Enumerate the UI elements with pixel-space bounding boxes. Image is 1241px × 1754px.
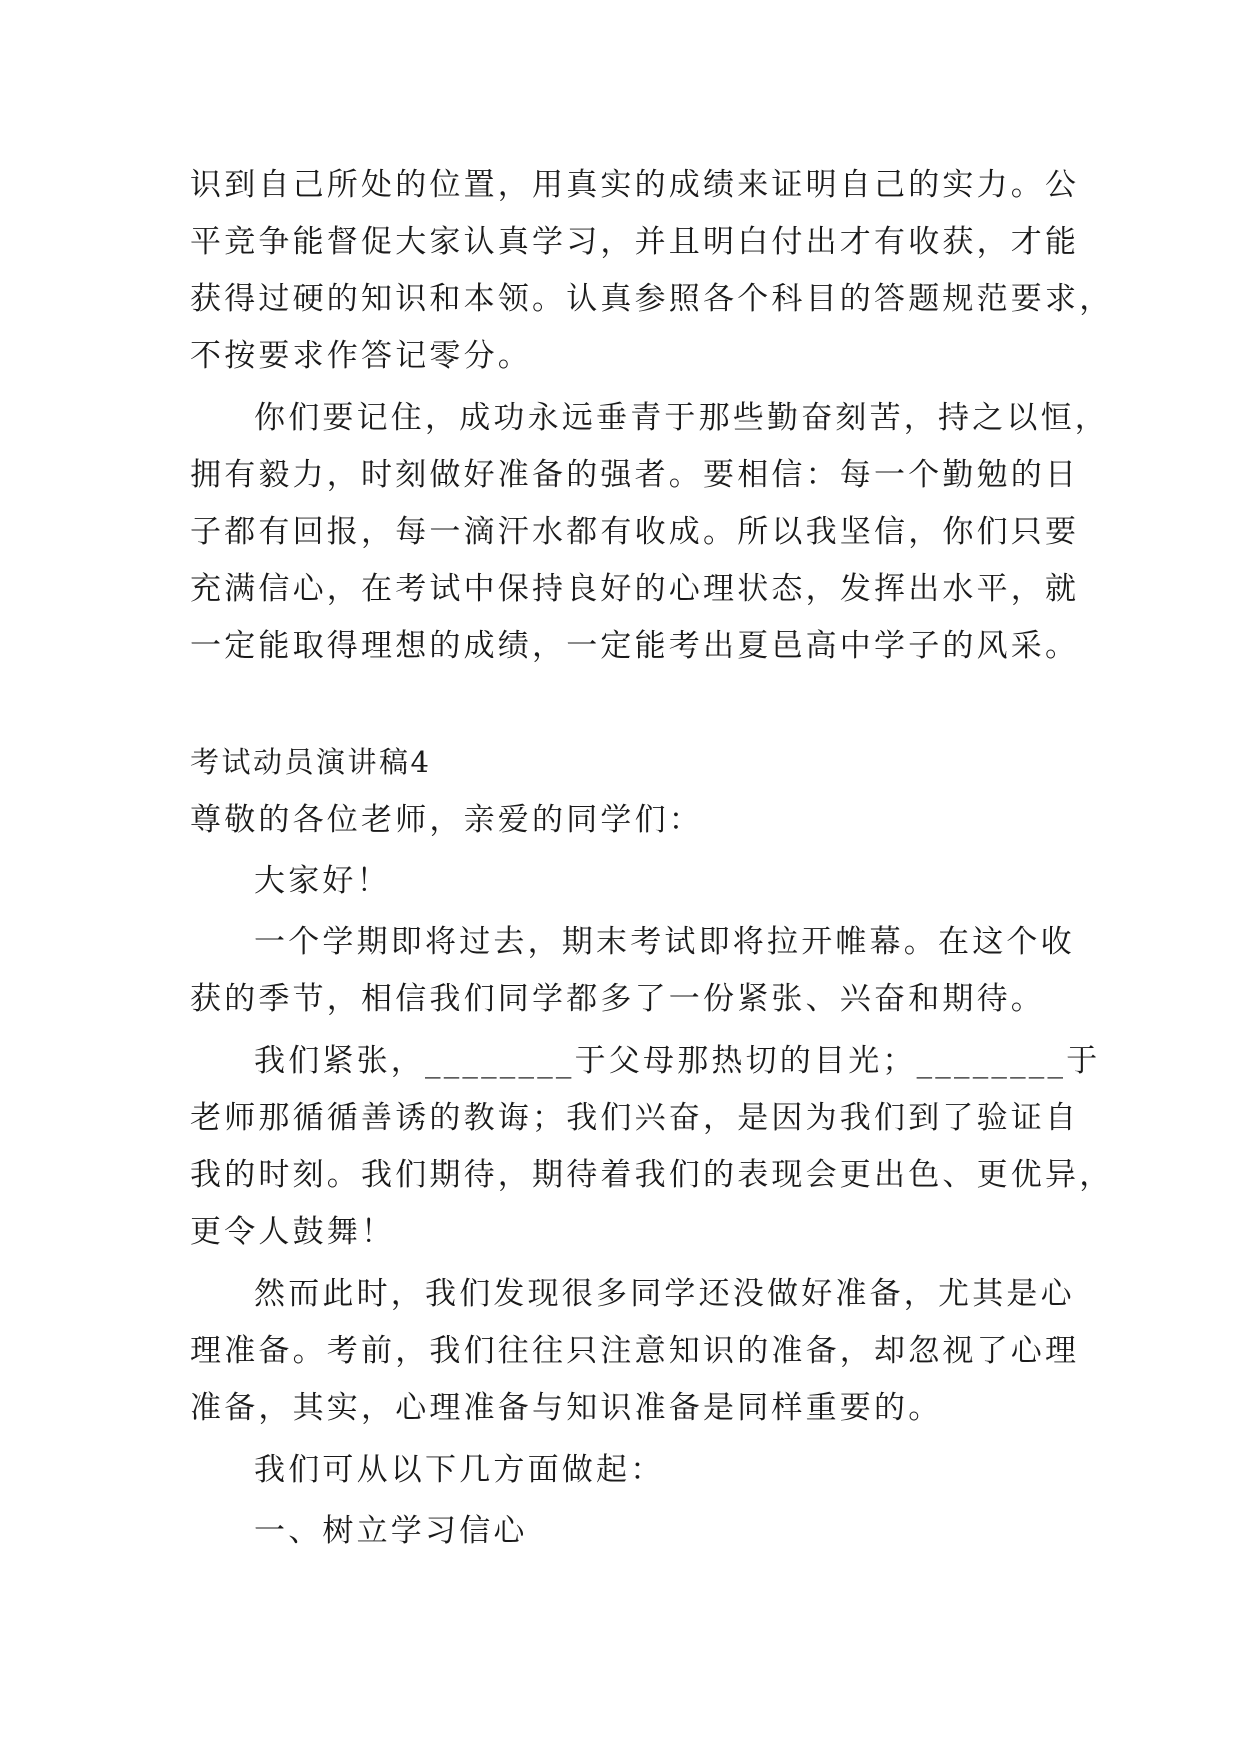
section-title: 考试动员演讲稿4 (190, 745, 432, 779)
text-line: 我们可从以下几方面做起： (254, 1452, 665, 1488)
text-line: 识到自己所处的位置，用真实的成绩来证明自己的实力。公 (190, 167, 1080, 203)
text-line: 获得过硬的知识和本领。认真参照各个科目的答题规范要求， (190, 281, 1114, 317)
greeting: 大家好！ (254, 863, 391, 899)
text-line: 我们紧张，________于父母那热切的目光；________于 (254, 1043, 1101, 1079)
text-line: 充满信心，在考试中保持良好的心理状态，发挥出水平，就 (190, 571, 1080, 607)
text-line: 理准备。考前，我们往往只注意知识的准备，却忽视了心理 (190, 1333, 1080, 1369)
text-line: 拥有毅力，时刻做好准备的强者。要相信：每一个勤勉的日 (190, 457, 1080, 493)
text-line: 一定能取得理想的成绩，一定能考出夏邑高中学子的风采。 (190, 628, 1080, 664)
text-line: 更令人鼓舞！ (190, 1214, 396, 1250)
text-line: 获的季节，相信我们同学都多了一份紧张、兴奋和期待。 (190, 981, 1045, 1017)
text-line: 平竞争能督促大家认真学习，并且明白付出才有收获，才能 (190, 224, 1080, 260)
text-line: 你们要记住，成功永远垂青于那些勤奋刻苦，持之以恒， (254, 400, 1109, 436)
list-heading: 一、树立学习信心 (254, 1513, 528, 1549)
text-line: 老师那循循善诱的教诲；我们兴奋，是因为我们到了验证自 (190, 1100, 1080, 1136)
text-line: 子都有回报，每一滴汗水都有收成。所以我坚信，你们只要 (190, 514, 1080, 550)
text-line: 我的时刻。我们期待，期待着我们的表现会更出色、更优异， (190, 1157, 1114, 1193)
text-line: 然而此时，我们发现很多同学还没做好准备，尤其是心 (254, 1276, 1075, 1312)
text-line: 一个学期即将过去，期末考试即将拉开帷幕。在这个收 (254, 924, 1075, 960)
text-line: 不按要求作答记零分。 (190, 338, 532, 374)
text-line: 准备，其实，心理准备与知识准备是同样重要的。 (190, 1390, 943, 1426)
salutation: 尊敬的各位老师，亲爱的同学们： (190, 802, 703, 838)
